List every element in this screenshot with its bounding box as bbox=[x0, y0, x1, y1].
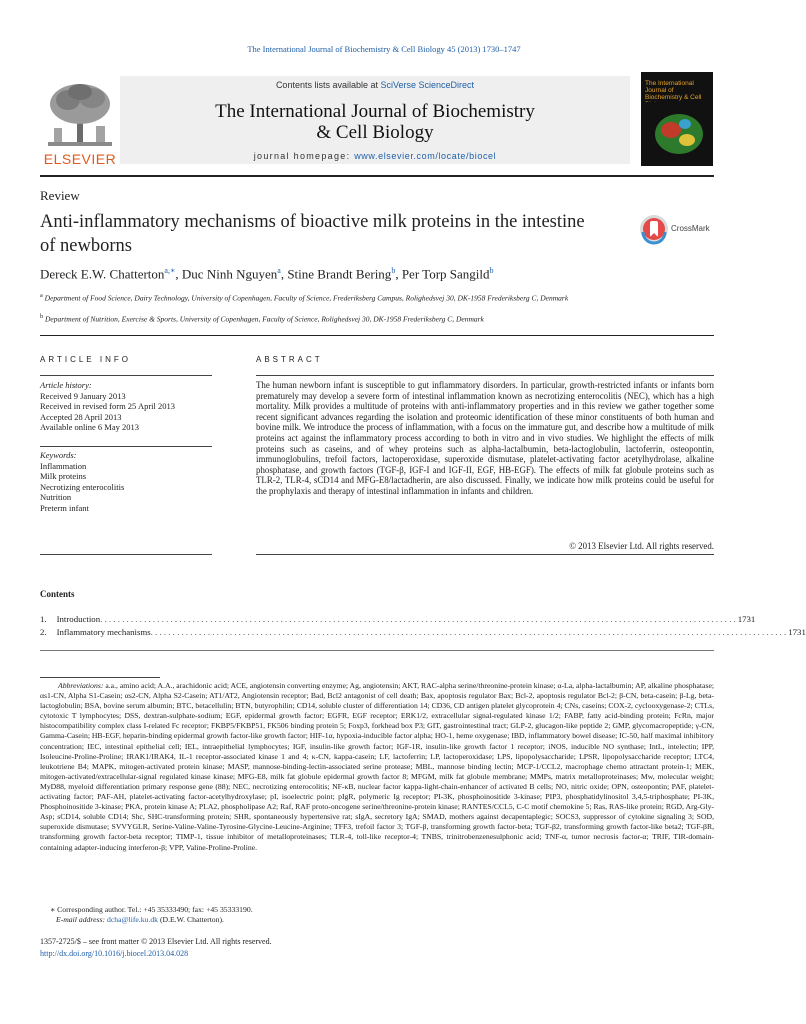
doi-link[interactable]: http://dx.doi.org/10.1016/j.biocel.2013.04.028 bbox=[40, 949, 189, 958]
journal-cover-image[interactable] bbox=[641, 72, 713, 166]
homepage-prefix: journal homepage: bbox=[253, 151, 355, 161]
abstract-rule-top bbox=[256, 375, 714, 376]
citation-link[interactable]: The International Journal of Biochemistry & Cell Biology 45 (2013) 1730–1747 bbox=[247, 44, 521, 54]
author-affiliation-marker[interactable]: b bbox=[391, 266, 396, 275]
history-online: Available online 6 May 2013 bbox=[40, 422, 139, 432]
keywords-rule bbox=[40, 554, 212, 555]
affiliation-a bbox=[40, 291, 600, 304]
author-name: Dereck E.W. Chatterton bbox=[40, 266, 165, 282]
affiliation-b bbox=[40, 312, 600, 325]
homepage-link[interactable]: www.elsevier.com/locate/biocel bbox=[354, 151, 497, 161]
article-title: Anti-inflammatory mechanisms of bioactive milk proteins in the intestine of newborns bbox=[40, 212, 585, 256]
journal-citation[interactable] bbox=[0, 44, 768, 54]
toc-label: Introduction bbox=[56, 614, 101, 624]
author-separator: , bbox=[280, 266, 288, 282]
elsevier-wordmark: ELSEVIER bbox=[43, 151, 117, 167]
history-revised: Received in revised form 25 April 2013 bbox=[40, 401, 176, 411]
article-history-label: Article history: bbox=[40, 380, 92, 390]
toc-leader: . . . . . . . . . . . . . . . . . . . . . . . . . . . . . . . . . . . . . . . . . . . . . . . . . . . . . . . . . . . . . . . . . . . . . . . . . . . . . . . . . . . . . . . . . . . . . . . . . . . . . . . . . . . . . . . . . . . . . . . . . . . . . . . . . . . . . . . . . . . . . . . . . bbox=[150, 627, 787, 637]
affiliation-b-text: Department of Nutrition, Exercise & Sports, University of Copenhagen, Faculty of Science, Rolighedsvej 30, DK-1958 Frederiksberg C, Denmark bbox=[43, 314, 484, 324]
toc-entry-introduction[interactable] bbox=[40, 614, 756, 624]
crossmark-icon bbox=[639, 214, 669, 244]
toc-label: Inflammatory mechanisms bbox=[56, 627, 151, 637]
keyword-item: Milk proteins bbox=[40, 471, 87, 481]
abbreviations-text: a.a., amino acid; A.A., arachidonic acid; ACE, angiotensin converting enzyme; Ag, angiotensin; AKT, RAC-alpha serine/threonine-protein kinase; α-La, alpha-lactalbumin; AP, alkaline phosphatase; αs1-CN, Alpha S1-Casein; αs2-CN, Alpha S2-Casein; AT1/AT2, Angiotensin receptor; Bad, Bcl2 antagonist of cell death; Bax, apoptosis regulator Bax; Bcl-2, apoptosis regulator Bcl-2; β-CN, beta-casein; β-Lg, beta-lactoglobulin; BSA, bovine serum albumin; BTC, betacellulin; BTN, butyrophilin; CD14, soluble cluster of differentiation 14; CD36, CD antigen platelet glycoprotein 4; CNs, caseins; COX-2, cyclooxygenase-2; CTLs, cytotoxic T lymphocytes; DSS, dextran-sulphate-sodium; EGF, epidermal growth factor; EGFR, EGF receptor; ERK1/2, extracellular signal-regulated kinase 1/2; FABP, fatty acid-binding protein; FcRn, major histocompatibility complex class I-related Fc receptor; FKBP5/FKBP51, FK506 binding protein 5; Foxp3, forkhead box P3; GIT, gastrointestinal tract; GLP-2, glucagon-like peptide 2; GMP, glycomacropeptide; γ-CN, Gamma-Casein; HB-EGF, heparin-binding epidermal growth factor-like growth factor; HIF-1α, hypoxia-inducible factor alpha; HO-1, heme oxygenase; IBD, inflammatory bowel disease; IC-50, half maximal inhibitory concentration; IEC, intestinal epithelial cell; IEL, intraepithelial lymphocytes; IGF, insulin-like growth factor; IGF-1R, insulin-like growth factor 1 receptor; iNOS, inducible NO synthase; IntL, intelectin; IPP, Isoleucine-Proline-Proline; IRAK1/IRAK4, IL-1 receptor-associated kinase 1 and 4; κ-CN, kappa-casein; LF, lactoferrin; LP, lactoperoxidase; LPS, lipopolysaccharide; LPSR, lipopolysaccharide receptor; LTC4, leukotriene B4; MAPK, mitogen-activated protein kinase; MASP, mannose-binding-lectin-associated serine protease; MBL, mannose binding lectin; MCP-1/CCL2, macrophage chemo attractant protein-1; MEK, mitogen-activated/extracellular-signal regulated kinase kinase; MFG-E8, milk fat globule epidermal growth factor 8; MFGM, milk fat globule membrane; MMPs, matrix metalloproteinases; Mw, molecular weight; MyD88, myeloid differentiation primary response gene (88); NEC, necrotizing enterocolitis; NF-κB, nuclear factor kappa-light-chain-enhancer of activated B cells; NO, nitric oxide; OPN, osteopontin; PAF, platelet-activating factor; PAF-AH, platelet-activating factor-acetylhydroxylase; pI, isoelectric point; pIgR, polymeric Ig receptor; PI-3K, phosphoinositide 3-kinase; PIP3, phosphatidylinositol 3,4,5-triphosphate; PI-3K, Phosphoinositide 3-kinase; PKA, protein kinase A; PLA2, phospholipase A2; Raf, RAF proto-oncogene serine/threonine-protein kinase; RANTES/CCL5, C-C motif chemokine 5; Ras, RAS-like protein; RGD, Arg-Gly-Asp; sCD14, soluble CD14; Shc, SHC-transforming protein; SHR, spontaneously hypertensive rat; sIgA, secretory IgA; SMAD, mothers against decapentaplegic; SOCS3, suppressor of cytokine signaling 3; SOD, superoxide dismutase; SVVYGLR, Serine-Valine-Valine-Tyrosine-Glycine-Leucine-Arginine; TFF3, trefoil factor 3; TGF-β, transforming growth factor-beta; TGF-β2, transforming growth factor-like beta2; TGF-βR, transforming growth factor-beta receptor; TIMP-1, tissue inhibitor of metalloproteinases; TLR-4, toll-like receptor-4; TNBS, trinitrobenzenesulphonic acid; TNF-α, tumor necrosis factor-α; TRIF, TIR-domain-containing adapter-inducing interferon-β; VPP, Valine-Proline-Proline. bbox=[40, 681, 714, 852]
toc-number: 1. bbox=[40, 614, 47, 624]
keywords-label: Keywords: bbox=[40, 450, 77, 460]
article-history bbox=[40, 380, 212, 433]
keyword-item: Inflammation bbox=[40, 460, 87, 471]
cover-title: The International Journal of Biochemistry & Cell bbox=[645, 80, 702, 101]
history-accepted: Accepted 28 April 2013 bbox=[40, 411, 122, 422]
author-list bbox=[40, 266, 494, 282]
author-affiliation-marker[interactable]: a,∗ bbox=[164, 266, 176, 275]
header-rule bbox=[40, 175, 714, 177]
toc-number: 2. bbox=[40, 627, 47, 637]
keywords bbox=[40, 450, 212, 513]
author-separator: , bbox=[175, 266, 182, 282]
history-received: Received 9 January 2013 bbox=[40, 390, 126, 401]
abstract-text: The human newborn infant is susceptible to gut inflammatory disorders. In particular, growth-restricted infants or infants born prematurely may develop a severe form of intestinal inflammation known as necrotizing enterocolitis (NEC), which has a high mortality. Milk provides a multitude of proteins with anti-inflammatory properties and in this review we gather together some recent significant advances regarding the isolation and proteomic identification of these minor constituents of both human and bovine milk. We introduce the process of inflammation, with a focus on the immature gut, and describe how a multitude of milk proteins act against the inflammatory process according to both in vitro and in vivo studies. We highlight the effects of milk proteins such as caseins, and of whey proteins such as alpha-lactalbumin, beta-lactoglobulin, lactoferrin, osteopontin, immunoglobulins, trefoil factors, lactoperoxidase, superoxide dismutase, platelet-activating factor acetylhydrolase, alkaline phosphatase, and growth factors (TGF-β, IGF-I and IGF-II, EGF, HB-EGF). The effects of milk fat globule proteins such as TLR-2, TLR-4, sCD14 and MFG-E8/lactadherin, are also discussed. Finally, we indicate how milk proteins could be useful for the prophylaxis and therapy of intestinal inflammation in infants and children. bbox=[256, 380, 714, 496]
author-affiliation-marker[interactable]: b bbox=[489, 266, 494, 275]
keyword-item: Necrotizing enterocolitis bbox=[40, 481, 125, 492]
cover-artwork bbox=[641, 102, 713, 166]
abbreviations-label: Abbreviations: bbox=[58, 681, 104, 690]
corresponding-author-note: ∗ Corresponding author. Tel.: +45 35333490; fax: +45 35333190. bbox=[50, 905, 253, 914]
toc-leader: . . . . . . . . . . . . . . . . . . . . . . . . . . . . . . . . . . . . . . . . . . . . . . . . . . . . . . . . . . . . . . . . . . . . . . . . . . . . . . . . . . . . . . . . . . . . . . . . . . . . . . . . . . . . . . . . . . . . . . . . . . . . . . . . . . . . . . . . . . . . . . . . . bbox=[100, 614, 736, 624]
affiliation-rule bbox=[40, 335, 714, 336]
sciencedirect-link[interactable]: SciVerse ScienceDirect bbox=[380, 80, 475, 90]
abstract-copyright: © 2013 Elsevier Ltd. All rights reserved. bbox=[569, 541, 714, 551]
journal-title-line-1: The International Journal of Biochemistry bbox=[215, 101, 535, 122]
author-separator: , bbox=[395, 266, 402, 282]
contents-heading: Contents bbox=[40, 589, 75, 599]
contents-available-line bbox=[120, 80, 630, 90]
toc-entry-inflammatory-mechanisms[interactable] bbox=[40, 627, 806, 637]
article-info-rule bbox=[40, 375, 212, 376]
history-rule bbox=[40, 446, 212, 447]
footnote-rule bbox=[40, 677, 160, 678]
email-note bbox=[40, 915, 730, 925]
keyword-item: Nutrition bbox=[40, 492, 72, 502]
article-type: Review bbox=[40, 188, 80, 203]
author-name: Stine Brandt Bering bbox=[287, 266, 392, 282]
affiliation-a-marker: a bbox=[40, 292, 43, 299]
journal-title-line-2: & Cell Biology bbox=[316, 122, 434, 143]
email-label: E-mail address: bbox=[56, 915, 106, 924]
affiliation-b-marker: b bbox=[40, 313, 44, 320]
affiliation-a-text: Department of Food Science, Dairy Technology, University of Copenhagen, Faculty of Science, Frederiksberg Campus, Rolighedsvej 30, DK-1958 Frederiksberg C, Denmark bbox=[42, 293, 569, 303]
toc-page: 1731 bbox=[788, 627, 806, 637]
abstract-rule-bottom bbox=[256, 554, 714, 555]
abstract-heading: ABSTRACT bbox=[256, 355, 323, 364]
toc-page: 1731 bbox=[737, 614, 756, 624]
author-name: Duc Ninh Nguyen bbox=[181, 266, 278, 282]
author-affiliation-marker[interactable]: a bbox=[277, 266, 281, 275]
contents-prefix: Contents lists available at bbox=[275, 80, 381, 90]
keyword-item: Preterm infant bbox=[40, 502, 89, 513]
email-suffix: (D.E.W. Chatterton). bbox=[158, 915, 224, 924]
abbreviations-footnote bbox=[40, 681, 714, 853]
article-info-heading: ARTICLE INFO bbox=[40, 355, 131, 364]
email-link[interactable]: dcha@life.ku.dk bbox=[106, 915, 159, 924]
journal-homepage-line bbox=[120, 151, 630, 161]
crossmark-label: CrossMark bbox=[671, 224, 710, 233]
issn-line: 1357-2725/$ – see front matter © 2013 Elsevier Ltd. All rights reserved. bbox=[40, 937, 272, 946]
journal-title bbox=[120, 101, 630, 143]
author-name: Per Torp Sangild bbox=[401, 266, 490, 282]
contents-rule bbox=[40, 650, 714, 651]
